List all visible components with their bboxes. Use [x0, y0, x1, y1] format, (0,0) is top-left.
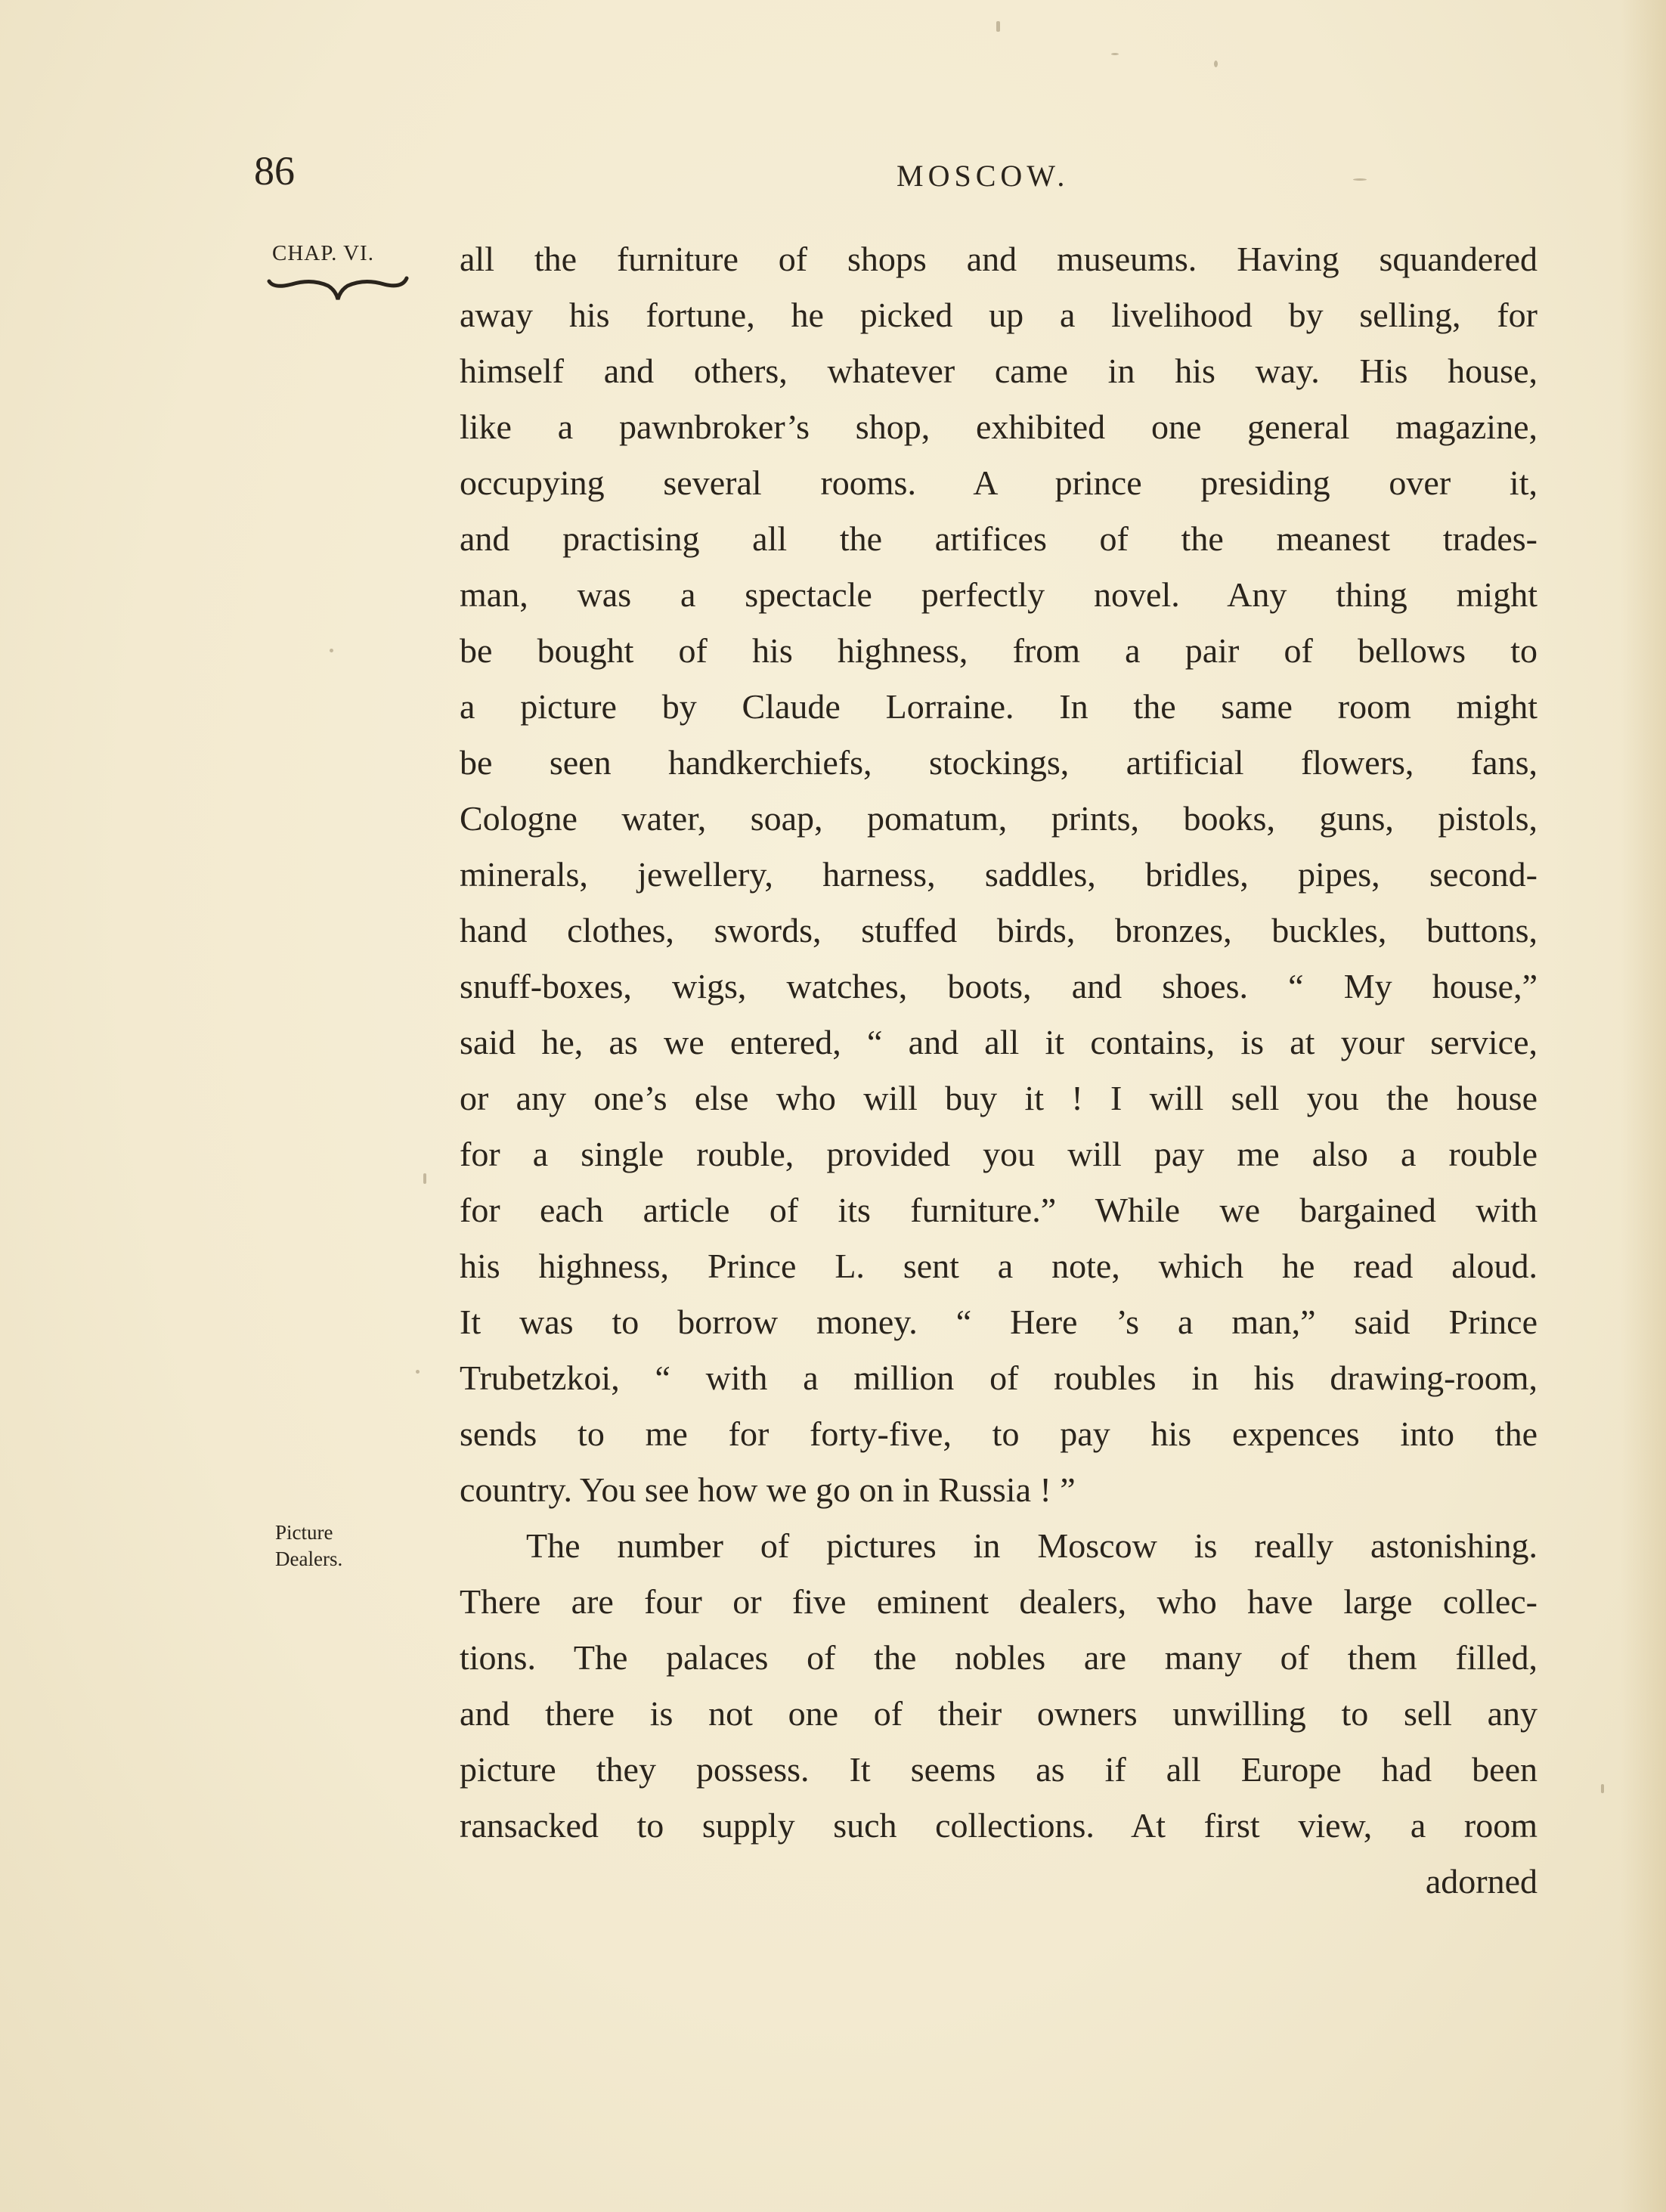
- text-line: be bought of his highness, from a pair of bellows to: [460, 631, 1537, 670]
- running-title: MOSCOW.: [896, 159, 1070, 193]
- text-line: Trubetzkoi, “ with a million of roubles in his drawing-room,: [460, 1358, 1537, 1397]
- marginal-note-line: Picture: [275, 1521, 333, 1544]
- text-line: country. You see how we go on in Russia ! ”: [460, 1470, 1076, 1509]
- text-line: sends to me for forty-five, to pay his expences into the: [460, 1414, 1537, 1453]
- text-line: himself and others, whatever came in his way. His house,: [460, 352, 1537, 390]
- text-line: There are four or five eminent dealers, who have large collec-: [460, 1582, 1537, 1621]
- text-line: man, was a spectacle perfectly novel. Any thing might: [460, 575, 1537, 614]
- text-line: tions. The palaces of the nobles are many of them filled,: [460, 1638, 1537, 1677]
- text-line: and practising all the artifices of the meanest trades-: [460, 519, 1537, 558]
- text-line: for a single rouble, provided you will pay me also a rouble: [460, 1135, 1537, 1173]
- text-line: The number of pictures in Moscow is really astonishing.: [526, 1526, 1537, 1565]
- text-line: picture they possess. It seems as if all Europe had been: [460, 1750, 1537, 1789]
- text-line: or any one’s else who will buy it ! I will sell you the house: [460, 1079, 1537, 1117]
- text-line: all the furniture of shops and museums. Having squandered: [460, 240, 1537, 278]
- brace-ornament-icon: [266, 271, 410, 304]
- text-line: ransacked to supply such collections. At first view, a room: [460, 1806, 1537, 1845]
- page-number: 86: [254, 148, 295, 194]
- text-line: It was to borrow money. “ Here ’s a man,” said Prince: [460, 1303, 1537, 1341]
- text-line: his highness, Prince L. sent a note, which he read aloud.: [460, 1247, 1537, 1285]
- text-line: hand clothes, swords, stuffed birds, bronzes, buckles, buttons,: [460, 911, 1537, 950]
- text-line: for each article of its furniture.” While we bargained with: [460, 1191, 1537, 1229]
- chapter-label: CHAP. VI.: [272, 241, 374, 265]
- text-line: snuff-boxes, wigs, watches, boots, and shoes. “ My house,”: [460, 967, 1537, 1005]
- marginal-note-line: Dealers.: [275, 1547, 343, 1570]
- text-line: said he, as we entered, “ and all it contains, is at your service,: [460, 1023, 1537, 1061]
- text-line: occupying several rooms. A prince presiding over it,: [460, 463, 1537, 502]
- text-line: and there is not one of their owners unwilling to sell any: [460, 1694, 1537, 1733]
- body-text: [460, 231, 1537, 1910]
- marginal-note: [275, 1520, 396, 1572]
- text-line: a picture by Claude Lorraine. In the same room might: [460, 687, 1537, 726]
- text-line: away his fortune, he picked up a livelihood by selling, for: [460, 296, 1537, 334]
- catchword: adorned: [1425, 1862, 1537, 1901]
- text-line: minerals, jewellery, harness, saddles, bridles, pipes, second-: [460, 855, 1537, 894]
- running-head: [254, 148, 1539, 201]
- text-line: Cologne water, soap, pomatum, prints, books, guns, pistols,: [460, 799, 1537, 838]
- text-line: be seen handkerchiefs, stockings, artificial flowers, fans,: [460, 743, 1537, 782]
- text-line: like a pawnbroker’s shop, exhibited one general magazine,: [460, 407, 1537, 446]
- page-edge-shadow: [1621, 0, 1666, 2212]
